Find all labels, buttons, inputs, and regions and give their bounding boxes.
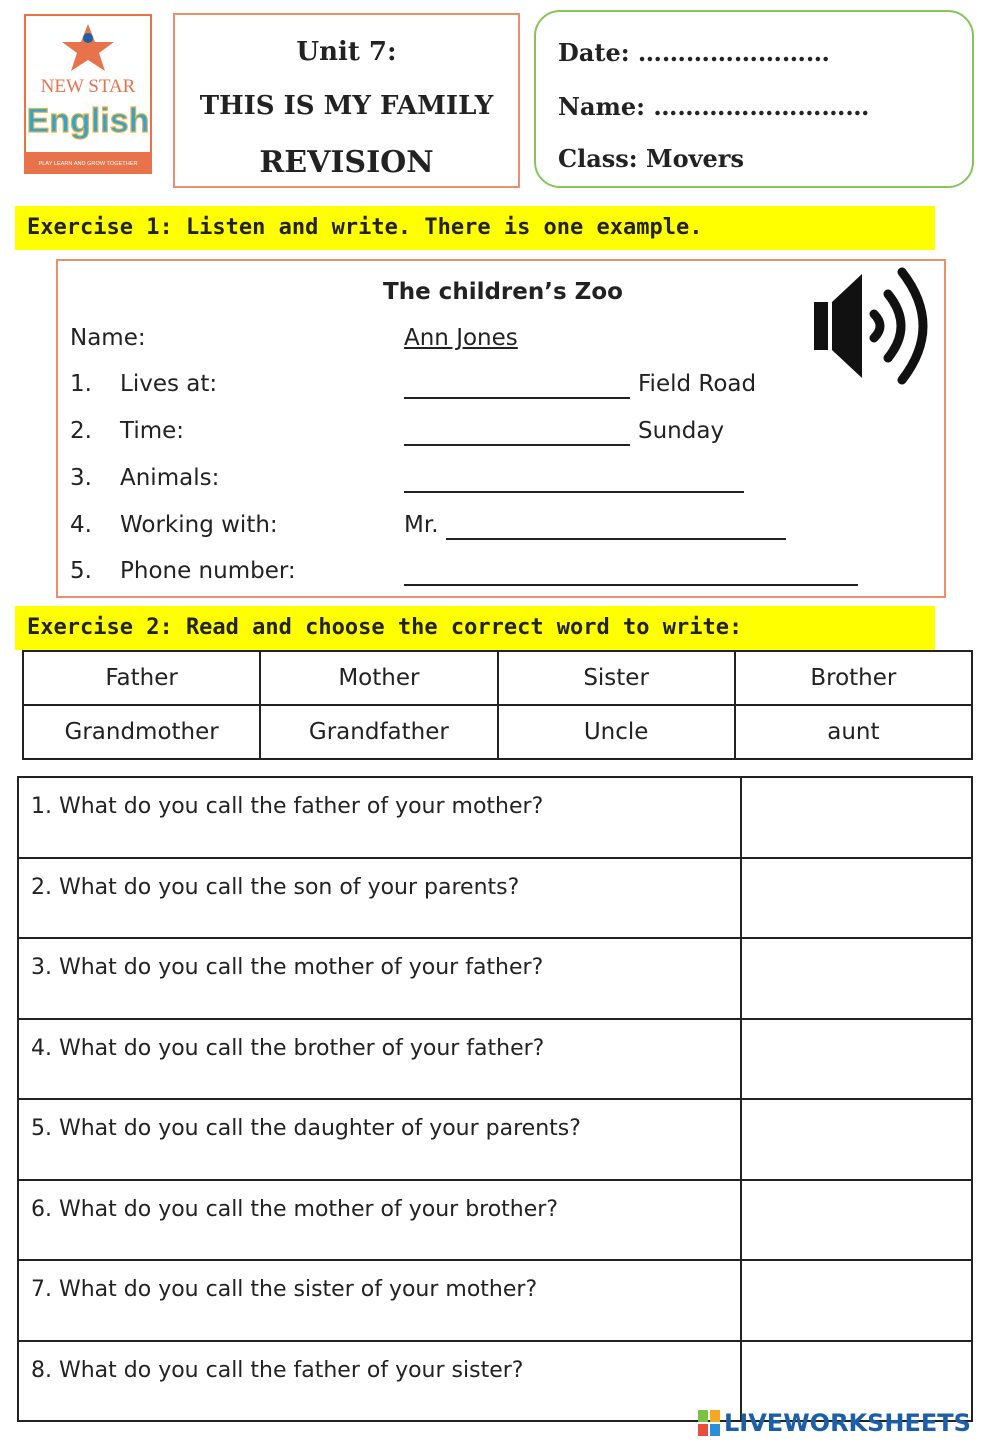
question-text: 2. What do you call the son of your parents?	[18, 858, 741, 939]
form-row-label: Working with:	[120, 512, 278, 538]
question-text: 6. What do you call the mother of your brother?	[18, 1180, 741, 1261]
speaker-icon[interactable]	[810, 262, 940, 390]
answer-blank-3[interactable]	[404, 491, 744, 493]
answer-blank-4[interactable]	[446, 538, 786, 540]
form-row-suffix: Sunday	[638, 418, 725, 444]
word-bank-word: Father	[23, 651, 260, 705]
exercise-1-instruction: Exercise 1: Listen and write. There is one example.	[15, 206, 935, 250]
date-field: Date: ……………………	[558, 38, 830, 67]
unit-label: Unit 7:	[296, 37, 397, 67]
form-heading: The children’s Zoo	[383, 279, 623, 305]
form-row-label: Name:	[70, 325, 146, 351]
question-row	[18, 1019, 972, 1100]
form-row-label: Time:	[120, 418, 185, 444]
exercise-2-instruction: Exercise 2: Read and choose the correct word to write:	[15, 606, 935, 650]
liveworksheets-watermark	[698, 1406, 998, 1440]
form-row-1	[70, 371, 930, 401]
form-row-4	[70, 512, 930, 542]
question-row	[18, 938, 972, 1019]
answer-blank-2[interactable]	[404, 444, 630, 446]
question-text: 7. What do you call the sister of your mother?	[18, 1260, 741, 1341]
question-row	[18, 858, 972, 939]
question-text: 3. What do you call the mother of your father?	[18, 938, 741, 1019]
form-row-2	[70, 418, 930, 448]
answer-cell-7[interactable]	[741, 1260, 972, 1341]
word-bank-word: Brother	[735, 651, 972, 705]
logo-brand-top: NEW STAR	[40, 76, 136, 97]
worksheet-subtitle: REVISION	[259, 145, 434, 180]
question-text: 8. What do you call the father of your sister?	[18, 1341, 741, 1422]
word-bank-word: Grandfather	[260, 705, 497, 759]
word-bank-row	[23, 651, 972, 705]
word-bank-word: Mother	[260, 651, 497, 705]
word-bank-word: Grandmother	[23, 705, 260, 759]
logo-brand-main: English	[26, 102, 150, 140]
star-logo-icon	[26, 16, 150, 156]
answer-cell-3[interactable]	[741, 938, 972, 1019]
answer-blank-1[interactable]	[404, 397, 630, 399]
word-bank-word: aunt	[735, 705, 972, 759]
student-info-box	[534, 10, 974, 188]
question-text: 5. What do you call the daughter of your parents?	[18, 1099, 741, 1180]
question-row	[18, 777, 972, 858]
logo-tagline-bar	[26, 152, 150, 172]
form-row-number: 4.	[70, 512, 92, 538]
question-row	[18, 1099, 972, 1180]
answer-cell-5[interactable]	[741, 1099, 972, 1180]
example-answer: Ann Jones	[404, 325, 518, 351]
form-row-label: Phone number:	[120, 558, 296, 584]
question-row	[18, 1180, 972, 1261]
class-field: Class: Movers	[558, 144, 744, 173]
form-row-name	[70, 325, 930, 355]
form-row-3	[70, 465, 930, 495]
form-row-number: 3.	[70, 465, 92, 491]
form-row-prefix: Mr.	[404, 512, 439, 538]
liveworksheets-logo-icon	[698, 1410, 722, 1438]
form-row-5	[70, 558, 930, 588]
answer-blank-5[interactable]	[404, 584, 858, 586]
title-box	[173, 13, 520, 188]
question-text: 4. What do you call the brother of your father?	[18, 1019, 741, 1100]
worksheet-title: THIS IS MY FAMILY	[199, 91, 494, 121]
watermark-text: LIVEWORKSHEETS	[724, 1409, 971, 1437]
word-bank-row	[23, 705, 972, 759]
questions-table	[17, 776, 973, 1422]
word-bank-table	[22, 650, 973, 760]
word-bank-word: Uncle	[498, 705, 735, 759]
form-row-label: Lives at:	[120, 371, 218, 397]
form-row-suffix: Field Road	[638, 371, 757, 397]
form-row-number: 5.	[70, 558, 92, 584]
answer-cell-6[interactable]	[741, 1180, 972, 1261]
answer-cell-1[interactable]	[741, 777, 972, 858]
form-row-label: Animals:	[120, 465, 220, 491]
answer-cell-4[interactable]	[741, 1019, 972, 1100]
logo-tagline: PLAY LEARN AND GROW TOGETHER	[38, 161, 138, 167]
form-row-number: 2.	[70, 418, 92, 444]
word-bank-word: Sister	[498, 651, 735, 705]
form-row-number: 1.	[70, 371, 92, 397]
question-text: 1. What do you call the father of your mother?	[18, 777, 741, 858]
answer-cell-2[interactable]	[741, 858, 972, 939]
new-star-english-logo	[24, 14, 152, 174]
name-field: Name: ………………………	[558, 92, 870, 121]
question-row	[18, 1260, 972, 1341]
